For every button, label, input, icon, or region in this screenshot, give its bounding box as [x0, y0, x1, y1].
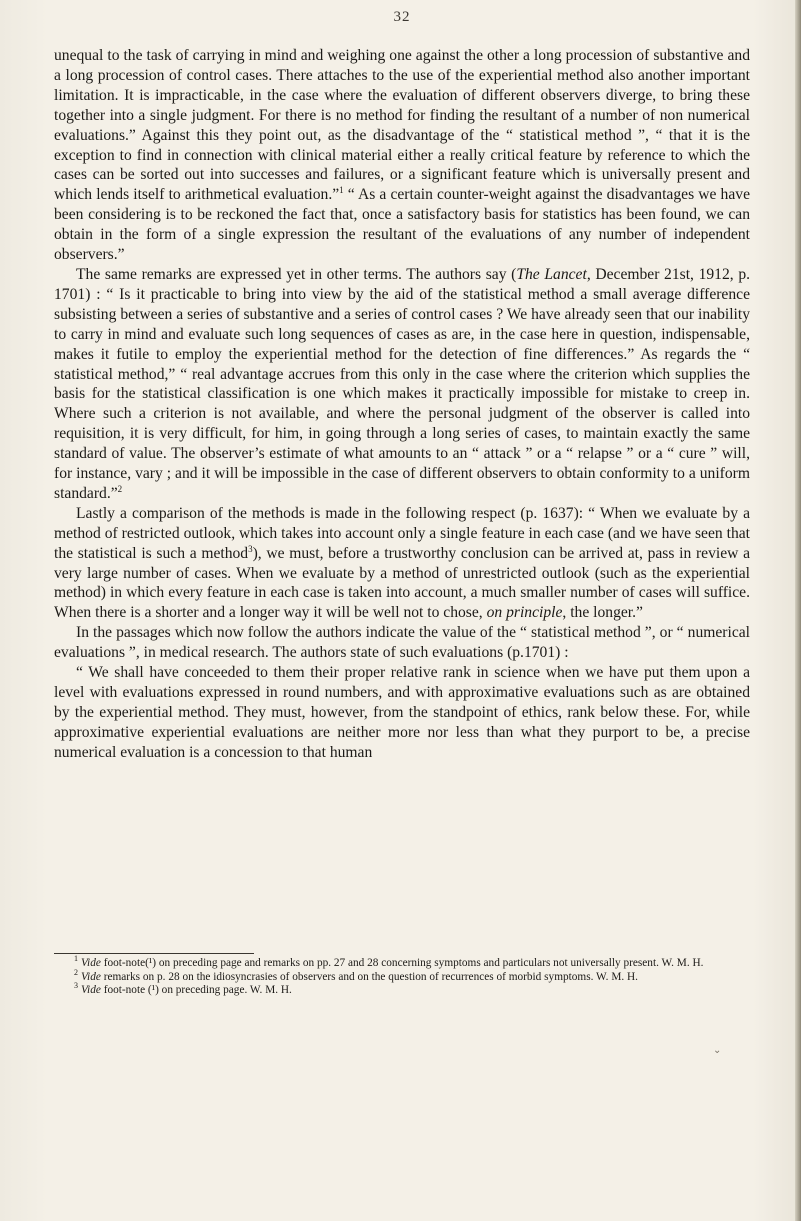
footnote-mark: 1 [74, 954, 78, 964]
footnote-text: foot-note (¹) on preceding page. W. M. H. [100, 984, 292, 997]
ink-mark-icon: ⌄ [713, 1045, 722, 1056]
text-run: ), we must, before a trustworthy conclusion can be arrived at, pass in review a very large number of cases. When we evaluate by a method of unrestricted outlook (such as the experiential method) in which every feature in each case is taken into account, a much smaller number of cases will suffice. When there is a shorter and a longer way it will be well not to chose, [54, 544, 750, 622]
footnote-vide: Vide [81, 984, 101, 997]
footnote-mark: 3 [74, 981, 78, 991]
footnote-2 [54, 967, 750, 985]
paragraph-p5 [54, 663, 750, 763]
footnote-1 [54, 954, 750, 971]
footnote-reference: 2 [117, 483, 123, 494]
footnotes [54, 954, 750, 998]
text-run: In the passages which now follow the authors indicate the value of the “ statistical method ”, or “ numerical evaluations ”, in medical research. The authors state of such evaluations (p.1701) : [54, 624, 750, 662]
text-run: The same remarks are expressed yet in other terms. The authors say ( [76, 265, 517, 283]
text-run: , December 21st, 1912, p. 1701) : “ Is it practicable to bring into view by the aid of the statistical method a small average difference subsisting between a series of substantive and a series of control cases ? We have already seen that our inability to carry in mind and evaluate such long sequences of cases as are, in the case here in question, indispensable, makes it futile to employ the experiential method for the detection of fine differences.” As regards the “ statistical method,” “ real advantage accrues from this only in the case where the criterion which supplies the basis for the statistical classification is one which makes it practically impossible for mistake to creep in. Where such a criterion is not available, and where the personal judgment of the observer is called into requisition, it is very difficult, for him, in going through a long series of cases, to maintain exactly the same standard of value. The observer’s estimate of what amounts to an “ attack ” or a “ relapse ” or a “ cure ” will, for instance, vary ; and it will be impossible in the case of different observers to obtain conformity to a uniform standard.” [54, 265, 751, 502]
text-run: “ As a certain counter-weight against the disadvantages we have been considering is to be reckoned the fact that, once a satisfactory basis for statistics has been found, we can obtain in the form of a single expression the resultant of the evaluations of any number of independent observers.” [54, 186, 750, 264]
footnote-text: foot-note(¹) on preceding page and remarks on pp. 27 and 28 concerning symptoms and particulars not universally present. W. M. H. [100, 957, 704, 969]
text-run: Lastly a comparison of the methods is made in the following respect (p. 1637): “ When we evaluate by a method of restricted outlook, which takes into account only a single feature in each case (and we have seen that the statistical is such a method [54, 504, 750, 562]
footnote-vide: Vide [81, 957, 101, 969]
page-number: 32 [393, 9, 411, 25]
footnote-vide: Vide [81, 970, 101, 983]
paragraph-p4 [54, 623, 750, 663]
footnote-rule [54, 953, 254, 954]
text-run: , the longer.” [562, 604, 643, 622]
footnote-reference: 3 [248, 543, 253, 554]
paragraph-p1 [54, 46, 750, 265]
text-run: unequal to the task of carrying in mind and weighing one against the other a long procession of substantive and a long procession of control cases. There attaches to the use of the experiential method also another important limitation. It is impracticable, in the case where the evaluation of different observers diverge, to bring these together into a single judgment. For there is no method for finding the resultant of a number of non numerical evaluations.” Against this they point out, as the disadvantage of the “ statistical method ”, “ that it is the exception to find in connection with clinical material either a really critical feature by reference to which the cases can be sorted out into successes and failures, or a significant feature which is universally present and which lends itself to arithmetical evaluation.” [54, 47, 750, 204]
footnote-reference: 1 [339, 185, 344, 196]
footnote-mark: 2 [74, 967, 78, 977]
main-text [54, 46, 750, 763]
page-edge-shadow [795, 0, 801, 1221]
footnote-3 [54, 981, 750, 998]
text-run: “ We shall have conceeded to them their proper relative rank in science when we have put them upon a level with evaluations expressed in round numbers, and with approximative evaluations such as are obtained by the experiential method. They must, however, from the standpoint of ethics, rank below these. For, while approximative experiential evaluations are neither more nor less than what they purport to be, a precise numerical evaluation is a concession to that human [54, 664, 750, 761]
paragraph-p3 [54, 504, 750, 623]
italic-run: The Lancet [516, 265, 587, 283]
footnote-text: remarks on p. 28 on the idiosyncrasies of observers and on the question of recurrences of morbid symptoms. W. M. H. [100, 970, 639, 983]
paragraph-p2 [54, 265, 750, 504]
italic-run: on principle [486, 604, 563, 622]
